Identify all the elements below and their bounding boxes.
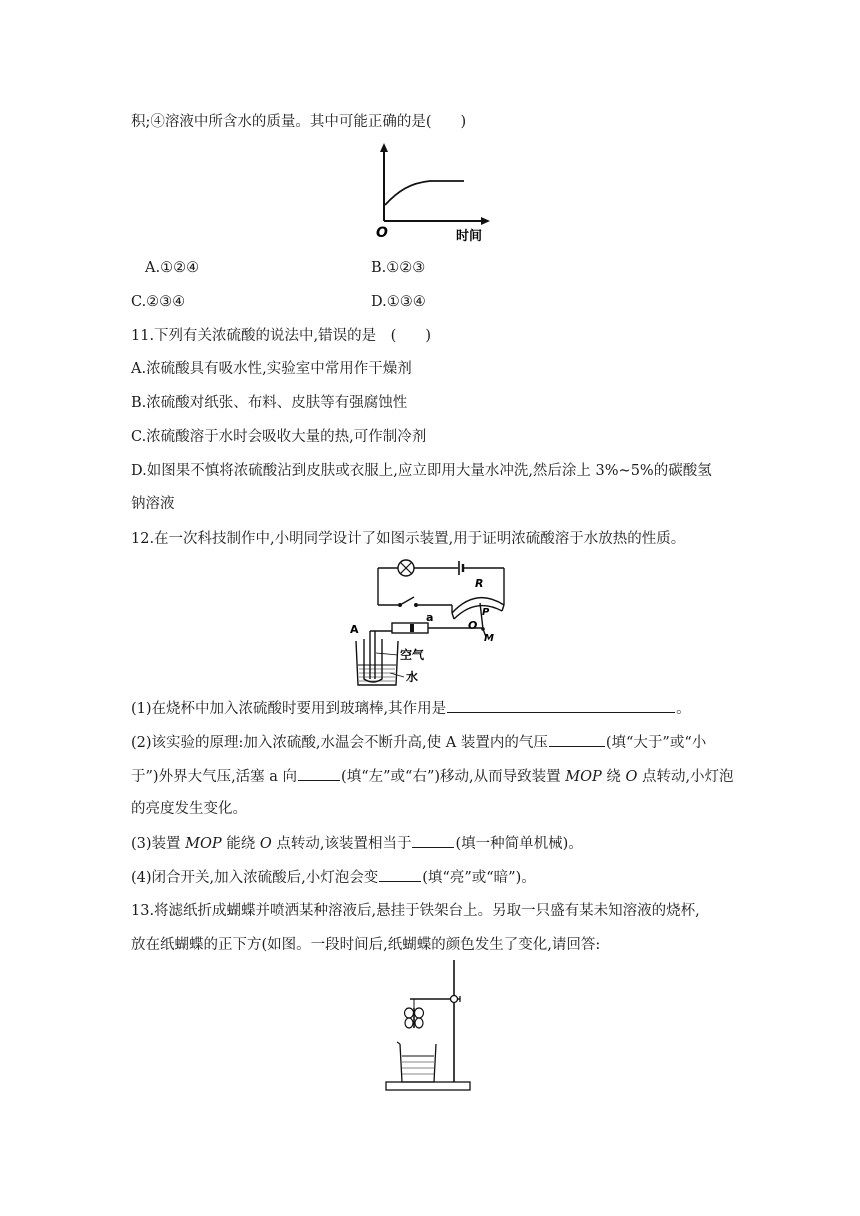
q13-stem-line2: 放在纸蝴蝶的正下方(如图。一段时间后,纸蝴蝶的颜色发生了变化,请回答: [131, 937, 601, 953]
q12-part4-text-a: (4)闭合开关,加入浓硫酸后,小灯泡会变 [131, 870, 379, 886]
q12-part1-text: (1)在烧杯中加入浓硫酸时要用到玻璃棒,其作用是 [131, 701, 447, 717]
q12-part2-mop: MOP [565, 769, 602, 785]
q10-option-d: D.①③④ [371, 294, 426, 310]
q12-part3-text-c: 点转动,该装置相当于 [271, 836, 412, 852]
q10-option-b: B.①②③ [371, 260, 426, 276]
q12-part4-blank[interactable] [379, 866, 421, 882]
q12-part3-text-a: (3)装置 [131, 836, 186, 852]
q12-part3-text-d: (填一种简单机械)。 [455, 836, 583, 852]
q12-stem: 12.在一次科技制作中,小明同学设计了如图示装置,用于证明浓硫酸溶于水放热的性质。 [131, 531, 686, 547]
butterfly-icon [405, 1008, 424, 1028]
q12-part2-text-a: (2)该实验的原理:加入浓硫酸,水温会不断升高,使 A 装置内的气压 [131, 735, 548, 751]
q12-part2-text-f: 点转动,小灯泡 [637, 769, 734, 785]
q11-option-d-line2: 钠溶液 [131, 496, 175, 512]
q12-part2-line3: 的亮度发生变化。 [131, 801, 247, 817]
q12-part2-text-d: (填“左”或“右”)移动,从而导致装置 [341, 769, 566, 785]
q10-stem-end: 积;④溶液中所含水的质量。其中可能正确的是( ) [131, 114, 467, 130]
q12-part4 [131, 866, 536, 888]
label-water: 水 [406, 670, 419, 684]
label-a-small: a [426, 611, 434, 624]
q13-figure [380, 958, 480, 1098]
beaker-icon [397, 1042, 436, 1082]
q12-part4-text-b: (填“亮”或“暗”)。 [422, 870, 536, 886]
label-m: M [484, 633, 494, 644]
label-r: R [475, 577, 484, 590]
graph-origin-label: O [376, 225, 388, 241]
q12-part2-blank2[interactable] [298, 765, 340, 781]
switch-icon [400, 597, 414, 605]
q12-part3-mop: MOP [185, 836, 222, 852]
q12-part3-blank[interactable] [412, 832, 454, 848]
q11-option-b: B.浓硫酸对纸张、布料、皮肤等有强腐蚀性 [131, 395, 408, 411]
q12-diagram [340, 553, 520, 693]
q11-option-d-line1: D.如图果不慎将浓硫酸沾到皮肤或衣服上,应立即用大量水冲洗,然后涂上 3%~5%的碳酸氢 [131, 463, 712, 479]
q11-stem: 11.下列有关浓硫酸的说法中,错误的是 ( ) [131, 328, 431, 344]
q12-part2-text-b: (填“大于”或“小 [605, 735, 707, 751]
q12-part3-o: O [259, 836, 272, 852]
q12-part2-blank1[interactable] [549, 731, 605, 747]
q10-graph [370, 143, 490, 243]
q12-part1-end: 。 [676, 701, 691, 717]
q12-part2-text-c: 于”)外界大气压,活塞 a 向 [131, 769, 298, 785]
q12-part2-text-e: 绕 [601, 769, 626, 785]
q10-option-c: C.②③④ [131, 294, 186, 310]
q12-part1-blank[interactable] [447, 697, 675, 713]
q12-part2-line2 [131, 765, 734, 787]
q12-part3-text-b: 能绕 [221, 836, 260, 852]
graph-x-label: 时间 [456, 229, 483, 244]
label-a: A [350, 623, 359, 636]
label-p: P [482, 607, 490, 618]
label-air: 空气 [400, 648, 425, 662]
q12-part2-o: O [625, 769, 638, 785]
q11-option-a: A.浓硫酸具有吸水性,实验室中常用作干燥剂 [131, 361, 412, 377]
q12-part1 [131, 697, 691, 719]
label-o: O [468, 619, 478, 632]
q11-option-c: C.浓硫酸溶于水时会吸收大量的热,可作制冷剂 [131, 429, 427, 445]
q10-option-a: A.①②④ [145, 260, 200, 276]
q13-stem-line1: 13.将滤纸折成蝴蝶并喷洒某种溶液后,悬挂于铁架台上。另取一只盛有某未知溶液的烧杯, [131, 903, 700, 919]
q12-part3 [131, 832, 583, 854]
q12-part2-line1 [131, 731, 706, 753]
